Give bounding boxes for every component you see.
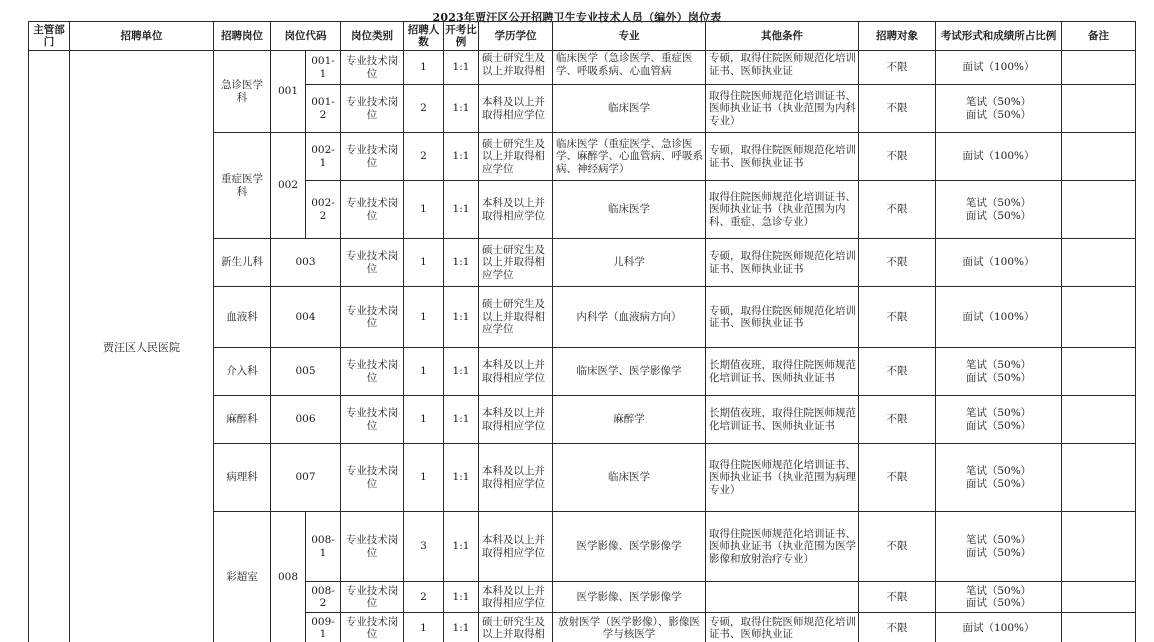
- remark-cell: [1062, 181, 1136, 239]
- edu-cell: 硕士研究生及以上并取得相应学位: [479, 287, 553, 348]
- other-cell: 取得住院医师规范化培训证书、医师执业证书（执业范围为内科、重症、急诊专业）: [706, 181, 859, 239]
- code-cell: 005: [271, 348, 341, 396]
- category-cell: 专业技术岗位: [341, 181, 404, 239]
- count-cell: 1: [404, 444, 444, 512]
- subcode-cell: 002-2: [306, 181, 341, 239]
- target-cell: 不限: [859, 287, 936, 348]
- target-cell: 不限: [859, 348, 936, 396]
- ratio-cell: 1:1: [444, 348, 479, 396]
- ratio-cell: 1:1: [444, 613, 479, 642]
- target-cell: 不限: [859, 444, 936, 512]
- header-major: 专业: [553, 22, 706, 51]
- target-cell: 不限: [859, 512, 936, 582]
- ratio-cell: 1:1: [444, 181, 479, 239]
- other-cell: 取得住院医师规范化培训证书、医师执业证书（执业范围为内科专业）: [706, 85, 859, 133]
- ratio-cell: 1:1: [444, 287, 479, 348]
- ratio-cell: 1:1: [444, 85, 479, 133]
- count-cell: 1: [404, 348, 444, 396]
- exam-cell: 笔试（50%） 面试（50%）: [936, 181, 1062, 239]
- ratio-cell: 1:1: [444, 133, 479, 181]
- ratio-cell: 1:1: [444, 582, 479, 613]
- post-cell: 新生儿科: [214, 239, 271, 287]
- post-cell: 麻醉科: [214, 396, 271, 444]
- edu-cell: 本科及以上并取得相应学位: [479, 444, 553, 512]
- target-cell: 不限: [859, 396, 936, 444]
- header-ratio: 开考比例: [444, 22, 479, 51]
- remark-cell: [1062, 512, 1136, 582]
- post-cell: 血液科: [214, 287, 271, 348]
- edu-cell: 硕士研究生及以上并取得相应学位: [479, 239, 553, 287]
- remark-cell: [1062, 348, 1136, 396]
- major-cell: 内科学（血液病方向）: [553, 287, 706, 348]
- exam-cell: 面试（100%）: [936, 239, 1062, 287]
- edu-cell: 本科及以上并取得相应学位: [479, 582, 553, 613]
- remark-cell: [1062, 51, 1136, 85]
- code-cell: 006: [271, 396, 341, 444]
- remark-cell: [1062, 85, 1136, 133]
- remark-cell: [1062, 133, 1136, 181]
- header-row: [29, 22, 1136, 51]
- header-remark: 备注: [1062, 22, 1136, 51]
- code-cell: 002: [271, 133, 306, 239]
- header-count: 招聘人数: [404, 22, 444, 51]
- post-cell: 彩超室: [214, 512, 271, 642]
- category-cell: 专业技术岗位: [341, 85, 404, 133]
- category-cell: 专业技术岗位: [341, 396, 404, 444]
- other-cell: 专硕，取得住院医师规范化培训证书、医师执业证: [706, 613, 859, 642]
- header-code: 岗位代码: [271, 22, 341, 51]
- category-cell: 专业技术岗位: [341, 348, 404, 396]
- count-cell: 1: [404, 287, 444, 348]
- target-cell: 不限: [859, 85, 936, 133]
- target-cell: 不限: [859, 239, 936, 287]
- target-cell: 不限: [859, 133, 936, 181]
- category-cell: 专业技术岗位: [341, 51, 404, 85]
- major-cell: 医学影像、医学影像学: [553, 512, 706, 582]
- code-cell: 001: [271, 51, 306, 133]
- edu-cell: 硕士研究生及以上并取得相: [479, 613, 553, 642]
- header-target: 招聘对象: [859, 22, 936, 51]
- category-cell: 专业技术岗位: [341, 512, 404, 582]
- exam-cell: 笔试（50%） 面试（50%）: [936, 582, 1062, 613]
- category-cell: 专业技术岗位: [341, 444, 404, 512]
- post-cell: 重症医学科: [214, 133, 271, 239]
- subcode-cell: 001-1: [306, 51, 341, 85]
- edu-cell: 本科及以上并取得相应学位: [479, 181, 553, 239]
- other-cell: 取得住院医师规范化培训证书、医师执业证书（执业范围为医学影像和放射治疗专业）: [706, 512, 859, 582]
- other-cell: [706, 51, 859, 85]
- other-cell: [706, 582, 859, 613]
- ratio-cell: 1:1: [444, 512, 479, 582]
- subcode-cell: 008-2: [306, 582, 341, 613]
- major-cell: 麻醉学: [553, 396, 706, 444]
- ratio-cell: 1:1: [444, 396, 479, 444]
- subcode-cell: 002-1: [306, 133, 341, 181]
- code-cell: 004: [271, 287, 341, 348]
- subcode-cell: 009-1: [306, 613, 341, 642]
- category-cell: 专业技术岗位: [341, 582, 404, 613]
- count-cell: 1: [404, 239, 444, 287]
- count-cell: 2: [404, 582, 444, 613]
- other-cell: 取得住院医师规范化培训证书、医师执业证书（执业范围为病理专业）: [706, 444, 859, 512]
- post-cell: 病理科: [214, 444, 271, 512]
- edu-cell: 硕士研究生及以上并取得相应学位: [479, 133, 553, 181]
- count-cell: 1: [404, 181, 444, 239]
- count-cell: 1: [404, 51, 444, 85]
- remark-cell: [1062, 444, 1136, 512]
- major-cell: 儿科学: [553, 239, 706, 287]
- ratio-cell: 1:1: [444, 239, 479, 287]
- category-cell: 专业技术岗位: [341, 133, 404, 181]
- code-cell: 003: [271, 239, 341, 287]
- header-category: 岗位类别: [341, 22, 404, 51]
- remark-cell: [1062, 287, 1136, 348]
- count-cell: 3: [404, 512, 444, 582]
- edu-cell: 本科及以上并取得相应学位: [479, 512, 553, 582]
- header-other: 其他条件: [706, 22, 859, 51]
- dept-cell: [29, 51, 70, 642]
- header-post: 招聘岗位: [214, 22, 271, 51]
- edu-cell: 本科及以上并取得相应学位: [479, 348, 553, 396]
- other-text: 专硕，取得住院医师规范化培训证书、医师执业证: [709, 52, 856, 77]
- ratio-cell: 1:1: [444, 51, 479, 85]
- header-edu: 学历学位: [479, 22, 553, 51]
- count-cell: 1: [404, 396, 444, 444]
- other-cell: 长期值夜班，取得住院医师规范化培训证书、医师执业证书: [706, 348, 859, 396]
- exam-cell: 面试（100%）: [936, 287, 1062, 348]
- edu-text: 硕士研究生及以上并取得相: [482, 52, 545, 77]
- category-cell: 专业技术岗位: [341, 287, 404, 348]
- header-unit: 招聘单位: [70, 22, 214, 51]
- major-cell: [553, 51, 706, 85]
- exam-cell: 笔试（50%） 面试（50%）: [936, 348, 1062, 396]
- remark-cell: [1062, 239, 1136, 287]
- major-cell: 医学影像、医学影像学: [553, 582, 706, 613]
- table-row: [29, 51, 1136, 85]
- remark-cell: [1062, 582, 1136, 613]
- code-cell: 008: [271, 512, 306, 642]
- category-cell: 专业技术岗位: [341, 613, 404, 642]
- post-cell: 介入科: [214, 348, 271, 396]
- count-cell: 1: [404, 613, 444, 642]
- subcode-cell: 008-1: [306, 512, 341, 582]
- edu-cell: 本科及以上并取得相应学位: [479, 396, 553, 444]
- job-table: [28, 21, 1136, 642]
- code-cell: 007: [271, 444, 341, 512]
- header-exam: 考试形式和成绩所占比例: [936, 22, 1062, 51]
- target-cell: 不限: [859, 181, 936, 239]
- major-text: 临床医学（急诊医学、重症医学、呼吸系病、心血管病: [556, 52, 693, 77]
- exam-cell: 面试（100%）: [936, 133, 1062, 181]
- count-cell: 2: [404, 133, 444, 181]
- edu-cell: [479, 51, 553, 85]
- other-cell: 长期值夜班，取得住院医师规范化培训证书、医师执业证书: [706, 396, 859, 444]
- subcode-cell: 001-2: [306, 85, 341, 133]
- exam-cell: 面试（100%）: [936, 613, 1062, 642]
- major-cell: 临床医学: [553, 181, 706, 239]
- page-title: 2023年贾汪区公开招聘卫生专业技术人员（编外）岗位表: [432, 11, 722, 24]
- post-cell: 急诊医学科: [214, 51, 271, 133]
- target-cell: 不限: [859, 582, 936, 613]
- major-cell: 临床医学: [553, 85, 706, 133]
- remark-cell: [1062, 396, 1136, 444]
- header-dept: 主管部门: [29, 22, 70, 51]
- major-cell: 临床医学、医学影像学: [553, 348, 706, 396]
- exam-cell: 笔试（50%） 面试（50%）: [936, 85, 1062, 133]
- exam-cell: 笔试（50%） 面试（50%）: [936, 512, 1062, 582]
- exam-cell: 笔试（50%） 面试（50%）: [936, 444, 1062, 512]
- remark-cell: [1062, 613, 1136, 642]
- exam-cell: 笔试（50%） 面试（50%）: [936, 396, 1062, 444]
- target-cell: 不限: [859, 613, 936, 642]
- exam-cell: 面试（100%）: [936, 51, 1062, 85]
- edu-cell: 本科及以上并取得相应学位: [479, 85, 553, 133]
- category-cell: 专业技术岗位: [341, 239, 404, 287]
- other-cell: 专硕，取得住院医师规范化培训证书、医师执业证书: [706, 133, 859, 181]
- other-cell: 专硕，取得住院医师规范化培训证书、医师执业证书: [706, 287, 859, 348]
- other-cell: 专硕，取得住院医师规范化培训证书、医师执业证书: [706, 239, 859, 287]
- unit-cell: 贾汪区人民医院: [70, 51, 214, 642]
- count-cell: 2: [404, 85, 444, 133]
- major-cell: 临床医学: [553, 444, 706, 512]
- ratio-cell: 1:1: [444, 444, 479, 512]
- target-cell: 不限: [859, 51, 936, 85]
- major-cell: 放射医学（医学影像）、影像医学与核医学: [553, 613, 706, 642]
- major-cell: 临床医学（重症医学、急诊医学、麻醉学、心血管病、呼吸系病、神经病学）: [553, 133, 706, 181]
